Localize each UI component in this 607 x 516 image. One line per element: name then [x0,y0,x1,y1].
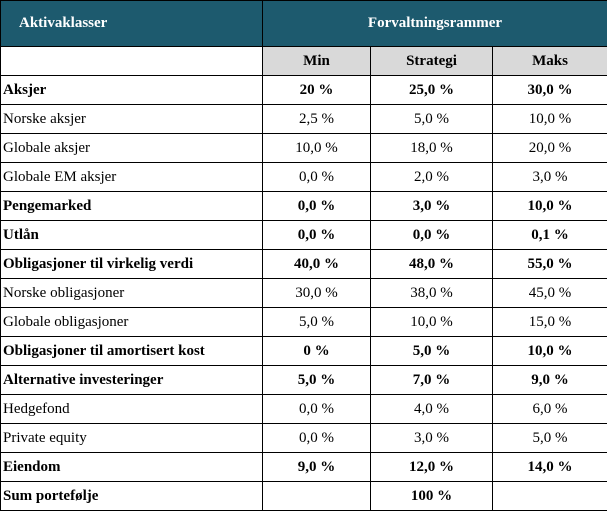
row-min-value: 0,0 % [263,395,371,424]
row-label: Pengemarked [1,192,263,221]
row-strategy-value: 5,0 % [371,337,493,366]
table-row [1,221,607,250]
row-strategy-value: 25,0 % [371,76,493,105]
row-min-value: 30,0 % [263,279,371,308]
subheader-strategy: Strategi [371,47,493,76]
row-strategy-value: 2,0 % [371,163,493,192]
row-label: Hedgefond [1,395,263,424]
row-min-value: 20 % [263,76,371,105]
row-label: Utlån [1,221,263,250]
row-max-value: 15,0 % [493,308,607,337]
row-max-value: 10,0 % [493,337,607,366]
row-min-value: 0,0 % [263,192,371,221]
row-label: Aksjer [1,76,263,105]
row-label: Globale obligasjoner [1,308,263,337]
table-body [1,76,607,511]
header-asset-classes: Aktivaklasser [1,1,263,47]
table-row [1,105,607,134]
row-min-value: 5,0 % [263,366,371,395]
row-min-value: 0 % [263,337,371,366]
row-max-value: 30,0 % [493,76,607,105]
table-row [1,366,607,395]
row-max-value: 3,0 % [493,163,607,192]
row-max-value: 55,0 % [493,250,607,279]
table-row [1,424,607,453]
table-row [1,76,607,105]
row-max-value: 9,0 % [493,366,607,395]
row-strategy-value: 12,0 % [371,453,493,482]
table-row [1,250,607,279]
table-row [1,163,607,192]
row-strategy-value: 4,0 % [371,395,493,424]
table-row [1,192,607,221]
table-row [1,337,607,366]
table-row [1,279,607,308]
row-strategy-value: 10,0 % [371,308,493,337]
row-label: Obligasjoner til virkelig verdi [1,250,263,279]
row-max-value: 45,0 % [493,279,607,308]
table-row [1,308,607,337]
row-min-value: 10,0 % [263,134,371,163]
row-label: Globale aksjer [1,134,263,163]
row-strategy-value: 0,0 % [371,221,493,250]
row-min-value: 0,0 % [263,424,371,453]
row-strategy-value: 3,0 % [371,192,493,221]
row-min-value: 0,0 % [263,163,371,192]
row-max-value: 6,0 % [493,395,607,424]
row-min-value: 0,0 % [263,221,371,250]
row-max-value: 0,1 % [493,221,607,250]
subheader-max: Maks [493,47,607,76]
row-max-value: 5,0 % [493,424,607,453]
table-row [1,482,607,511]
header-management-framework: Forvaltningsrammer [263,1,607,47]
row-min-value: 5,0 % [263,308,371,337]
table-row [1,453,607,482]
row-label: Obligasjoner til amortisert kost [1,337,263,366]
row-max-value [493,482,607,511]
table-row [1,134,607,163]
row-label: Eiendom [1,453,263,482]
row-strategy-value: 100 % [371,482,493,511]
row-min-value [263,482,371,511]
row-label: Globale EM aksjer [1,163,263,192]
row-min-value: 40,0 % [263,250,371,279]
row-max-value: 10,0 % [493,192,607,221]
row-strategy-value: 5,0 % [371,105,493,134]
row-min-value: 9,0 % [263,453,371,482]
row-max-value: 10,0 % [493,105,607,134]
table-header-row [1,1,607,47]
table-row [1,395,607,424]
row-min-value: 2,5 % [263,105,371,134]
row-max-value: 20,0 % [493,134,607,163]
row-label: Sum portefølje [1,482,263,511]
row-label: Alternative investeringer [1,366,263,395]
subheader-blank-cell [1,47,263,76]
row-label: Norske aksjer [1,105,263,134]
row-strategy-value: 3,0 % [371,424,493,453]
row-label: Private equity [1,424,263,453]
row-label: Norske obligasjoner [1,279,263,308]
row-strategy-value: 7,0 % [371,366,493,395]
row-strategy-value: 18,0 % [371,134,493,163]
row-max-value: 14,0 % [493,453,607,482]
table-subheader-row [1,47,607,76]
subheader-min: Min [263,47,371,76]
row-strategy-value: 48,0 % [371,250,493,279]
row-strategy-value: 38,0 % [371,279,493,308]
